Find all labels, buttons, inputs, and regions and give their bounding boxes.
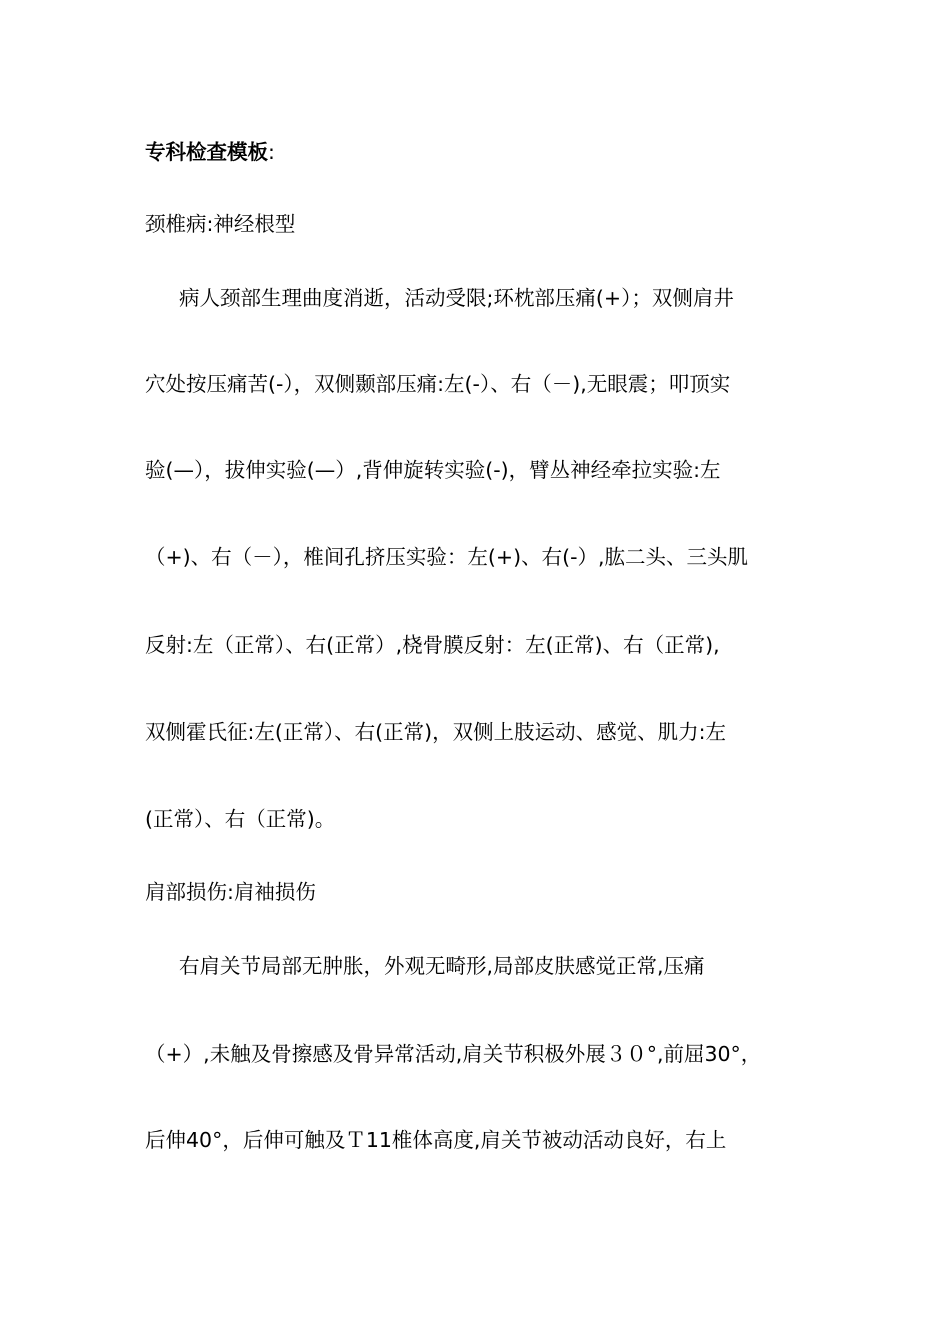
page-title-text: 专科检查模板 (145, 140, 268, 164)
page-title-colon: : (268, 140, 275, 164)
section-heading-cervical: 颈椎病:神经根型 (145, 212, 296, 236)
body-line: 病人颈部生理曲度消逝，活动受限;环枕部压痛(+）；双侧肩井 (179, 286, 734, 310)
body-line: （+)、右（－），椎间孔挤压实验：左(+)、右(-）,肱二头、三头肌 (145, 545, 749, 569)
body-line: 右肩关节局部无肿胀，外观无畸形,局部皮肤感觉正常,压痛 (179, 954, 705, 978)
section-heading-shoulder: 肩部损伤:肩袖损伤 (145, 880, 316, 904)
body-line: 反射:左（正常）、右(正常）,桡骨膜反射：左(正常)、右（正常), (145, 633, 720, 657)
body-line: （+）,未触及骨擦感及骨异常活动,肩关节积极外展３０°,前屈30°， (145, 1042, 762, 1066)
body-line: 穴处按压痛苦(-），双侧颞部压痛:左(-）、右（－),无眼震；叩顶实 (145, 372, 731, 396)
body-line: (正常）、右（正常)。 (145, 807, 336, 831)
body-line: 双侧霍氏征:左(正常）、右(正常)，双侧上肢运动、感觉、肌力:左 (145, 720, 727, 744)
body-line: 后伸40°，后伸可触及Ｔ11椎体高度,肩关节被动活动良好，右上 (145, 1128, 727, 1152)
page-title (145, 138, 815, 166)
body-line: 验(—），拔伸实验(—）,背伸旋转实验(-)，臂丛神经牵拉实验:左 (145, 458, 721, 482)
